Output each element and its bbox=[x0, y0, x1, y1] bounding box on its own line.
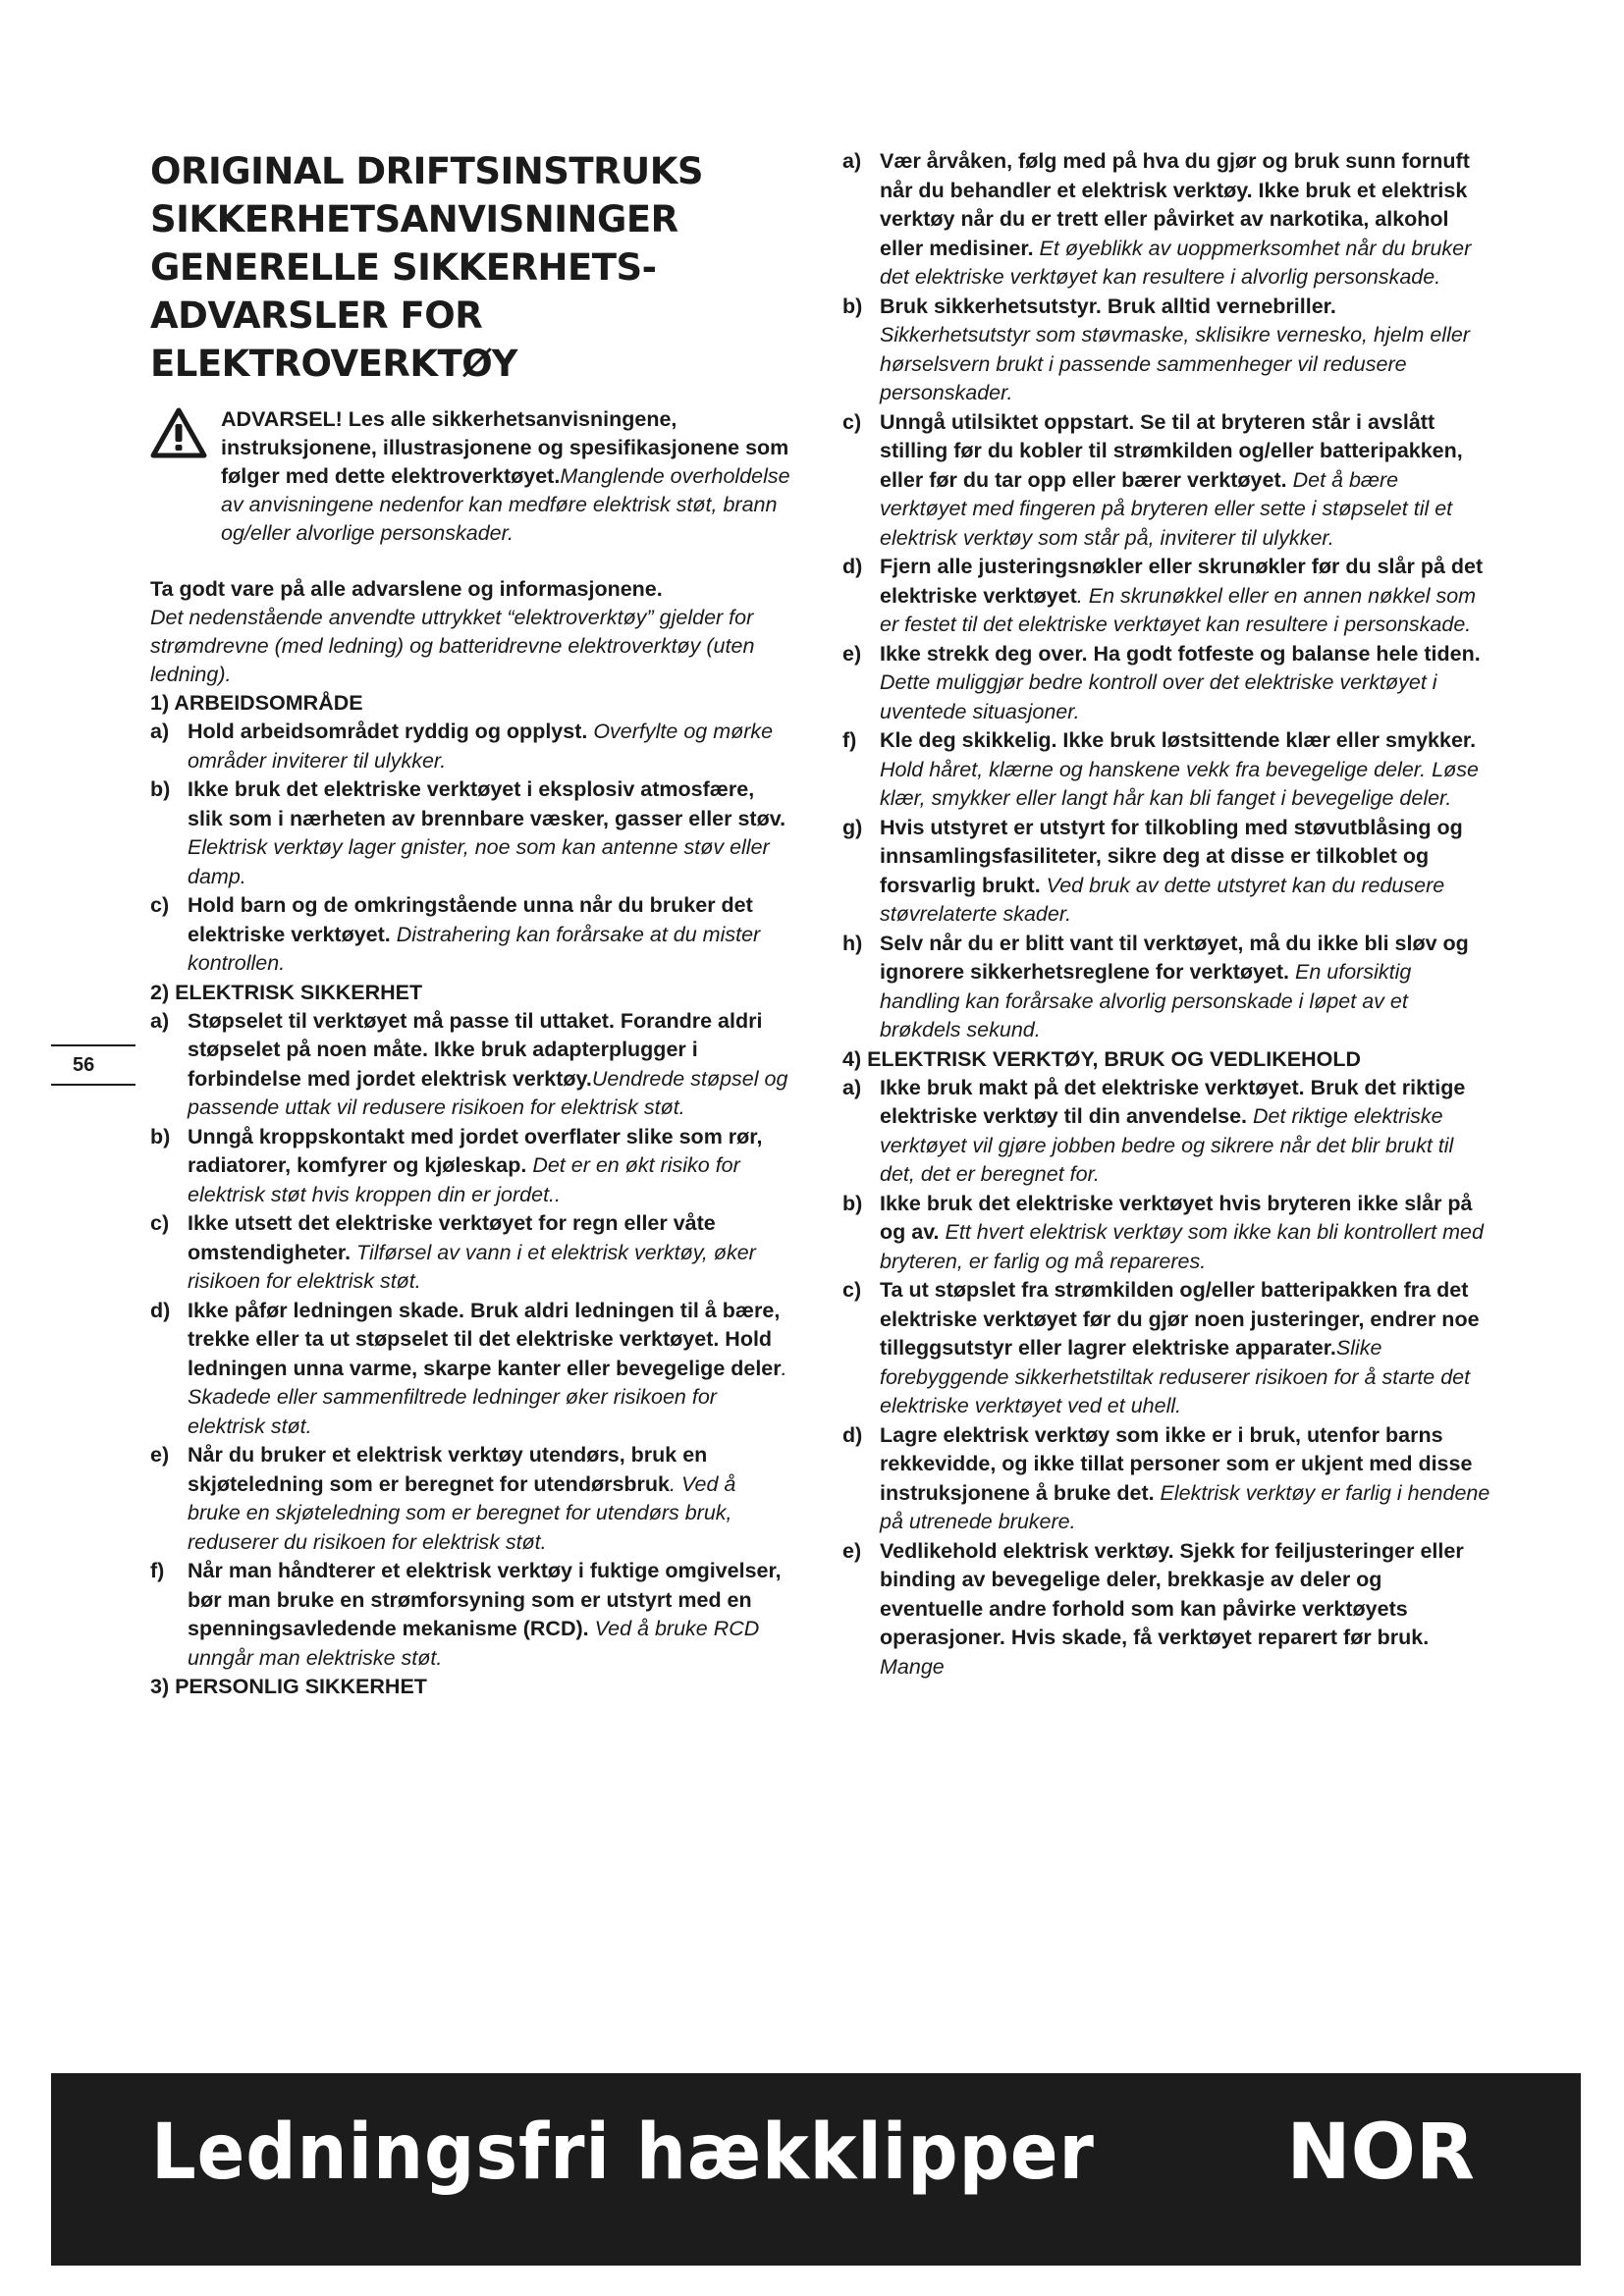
item-bold: Ikke bruk det elektriske verktøyet i eksplosiv atmosfære, slik som i nærheten av brennbare væsker, gasser eller støv. bbox=[188, 777, 786, 830]
item-italic: Overfylte og mørke områder inviterer til ulykker. bbox=[188, 720, 774, 773]
item-bold: Unngå kroppskontakt med jordet overflater slike som rør, radiatorer, komfyrer og kjøleskap. bbox=[188, 1124, 763, 1177]
list-item bbox=[842, 1421, 1490, 1537]
list-item bbox=[842, 408, 1490, 554]
warning-block bbox=[150, 405, 794, 548]
footer-language-code: NOR bbox=[1286, 2109, 1475, 2197]
item-letter: c) bbox=[150, 1211, 170, 1235]
item-bold: Når man håndterer et elektrisk verktøy i fuktige omgivelser, bør man bruke en strømforsyning som er utstyrt med en spenningsavledende mekanisme (RCD). bbox=[188, 1559, 782, 1640]
item-bold: Lagre elektrisk verktøy som ikke er i bruk, utenfor barns rekkevidde, og ikke tillat personer som er ukjent med disse instruksjonene å bruke det. bbox=[880, 1422, 1473, 1505]
item-italic: Ved bruk av dette utstyret kan du redusere støvrelaterte skader. bbox=[880, 873, 1445, 926]
item-letter: d) bbox=[842, 1422, 863, 1447]
item-italic: Distrahering kan forårsake at du mister kontrollen. bbox=[188, 922, 761, 975]
item-bold: Ikke påfør ledningen skade. Bruk aldri ledningen til å bære, trekke eller ta ut støpselet til det elektriske verktøyet. Hold ledningen unna varme, skarpe kanter eller bevegelige deler bbox=[188, 1298, 782, 1380]
item-letter: c) bbox=[842, 1278, 862, 1302]
right-column bbox=[842, 147, 1490, 1682]
item-italic: Sikkerhetsutstyr som støvmaske, sklisikre vernesko, hjelm eller hørselsvern brukt i passende sammenheger vil redusere personskader. bbox=[880, 323, 1470, 404]
list-item bbox=[842, 1190, 1490, 1277]
item-bold: Ta ut støpslet fra strømkilden og/eller batteripakken fra det elektriske verktøyet før du gjør noen justeringer, endrer noe tilleggsutstyr eller lagrer elektriske apparater. bbox=[880, 1278, 1480, 1360]
item-letter: e) bbox=[842, 641, 862, 666]
item-bold: Ikke bruk makt på det elektriske verktøyet. Bruk det riktige elektriske verktøy til din anvendelse. bbox=[880, 1075, 1466, 1128]
item-italic: Ved å bruke RCD unngår man elektriske støt. bbox=[188, 1617, 760, 1670]
section-heading-electrical-safety: 2) ELEKTRISK SIKKERHET bbox=[150, 980, 423, 1004]
item-italic: Ett hvert elektrisk verktøy som ikke kan bli kontrollert med bryteren, er farlig og må repareres. bbox=[880, 1220, 1484, 1273]
item-bold: Hvis utstyret er utstyrt for tilkobling med støvutblåsing og innsamlingsfasiliteter, sikre deg at disse er tilkoblet og forsvarlig brukt. bbox=[880, 815, 1463, 897]
item-letter: a) bbox=[842, 1075, 862, 1099]
page-title bbox=[150, 147, 794, 388]
item-bold: Bruk sikkerhetsutstyr. Bruk alltid vernebriller. bbox=[880, 294, 1336, 318]
item-italic: . En skrunøkkel eller en annen nøkkel som er festet til det elektriske verktøyet kan resultere i personskade. bbox=[880, 583, 1477, 636]
footer-product-title: Ledningsfri hækklipper bbox=[151, 2109, 1095, 2197]
item-letter: b) bbox=[842, 1191, 863, 1215]
item-letter: g) bbox=[842, 815, 863, 839]
list-item bbox=[150, 1297, 794, 1442]
item-bold: Kle deg skikkelig. Ikke bruk løstsittende klær eller smykker. bbox=[880, 728, 1477, 752]
list-item bbox=[842, 1537, 1490, 1682]
footer-banner bbox=[51, 2073, 1581, 2266]
list-item bbox=[842, 726, 1490, 814]
list-item bbox=[842, 1276, 1490, 1421]
item-italic: . Ved å bruke en skjøteledning som er beregnet for utendørs bruk, reduserer du risikoen for elektrisk støt. bbox=[188, 1471, 736, 1554]
item-italic: Elektrisk verktøy lager gnister, noe som kan antenne støv eller damp. bbox=[188, 835, 770, 888]
page-number-marker bbox=[51, 1044, 135, 1086]
list-item bbox=[842, 640, 1490, 727]
title-line: ADVARSLER FOR bbox=[150, 294, 483, 337]
item-bold: Selv når du er blitt vant til verktøyet, må du ikke bli sløv og ignorere sikkerhetsreglene for verktøyet. bbox=[880, 931, 1469, 984]
item-letter: c) bbox=[842, 409, 862, 434]
warning-bold: ADVARSEL! Les alle sikkerhetsanvisningene, instruksjonene, illustrasjonene og spesifikasjonene som følger med dette elektroverktøyet. bbox=[221, 407, 789, 488]
item-letter: f) bbox=[842, 728, 857, 752]
item-italic: Det å bære verktøyet med fingeren på bryteren eller sette i støpselet til et elektrisk verktøy som står på, inviterer til ulykker. bbox=[880, 467, 1453, 550]
list-item bbox=[842, 1074, 1490, 1190]
item-italic: Et øyeblikk av uoppmerksomhet når du bruker det elektriske verktøyet kan resultere i alvorlig personskade. bbox=[880, 236, 1472, 289]
item-italic: Elektrisk verktøy er farlig i hendene på utrenede brukere. bbox=[880, 1480, 1490, 1533]
item-bold: Unngå utilsiktet oppstart. Se til at bryteren står i avslått stilling før du kobler til strømkilden og/eller batteripakken, eller før du tar opp eller bærer verktøyet. bbox=[880, 409, 1463, 492]
item-bold: Hold arbeidsområdet ryddig og opplyst. bbox=[188, 720, 588, 743]
warning-italic: Manglende overholdelse av anvisningene nedenfor kan medføre elektrisk støt, brann og/eller alvorlige personskader. bbox=[221, 464, 790, 545]
list-item bbox=[842, 814, 1490, 930]
list-item bbox=[842, 930, 1490, 1045]
list-item bbox=[842, 147, 1490, 293]
item-italic: En uforsiktig handling kan forårsake alvorlig personskade i løpet av et brøkdels sekund. bbox=[880, 960, 1412, 1041]
list-item bbox=[842, 293, 1490, 408]
item-italic: Dette muliggjør bedre kontroll over det elektriske verktøyet i uventede situasjoner. bbox=[880, 670, 1437, 723]
item-bold: Vær årvåken, følg med på hva du gjør og bruk sunn fornuft når du behandler et elektrisk verktøy. Ikke bruk et elektrisk verktøy når du er trett eller påvirket av narkotika, alkohol eller medisiner. bbox=[880, 149, 1470, 260]
item-letter: e) bbox=[842, 1538, 862, 1563]
item-letter: d) bbox=[150, 1298, 171, 1322]
item-letter: d) bbox=[842, 555, 863, 578]
intro-italic: Det nedenstående anvendte uttrykket “elektroverktøy” gjelder for strømdrevne (med ledning) og batteridrevne elektroverktøy (uten ledning). bbox=[150, 606, 755, 686]
title-line: ORIGINAL DRIFTSINSTRUKS bbox=[150, 150, 704, 192]
item-letter: b) bbox=[842, 294, 863, 318]
intro-bold: Ta godt vare på alle advarslene og informasjonene. bbox=[150, 577, 663, 601]
item-letter: b) bbox=[150, 777, 171, 801]
title-line: SIKKERHETSANVISNINGER bbox=[150, 198, 678, 240]
section-heading-work-area: 1) ARBEIDSOMRÅDE bbox=[150, 691, 363, 715]
item-letter: f) bbox=[150, 1559, 165, 1582]
item-bold: Vedlikehold elektrisk verktøy. Sjekk for feiljusteringer eller binding av bevegelige deler, brekkasje av deler og eventuelle andre forhold som kan påvirke verktøyets operasjoner. Hvis skade, få verktøyet reparert før bruk. bbox=[880, 1538, 1464, 1649]
warning-triangle-icon bbox=[150, 407, 207, 458]
left-column bbox=[150, 147, 794, 1701]
list-item bbox=[150, 1209, 794, 1297]
list-item bbox=[150, 891, 794, 979]
item-letter: h) bbox=[842, 931, 863, 955]
item-letter: a) bbox=[842, 149, 862, 173]
item-italic: Det er en økt risiko for elektrisk støt hvis kroppen din er jordet.. bbox=[188, 1153, 740, 1206]
item-bold: Når du bruker et elektrisk verktøy utendørs, bruk en skjøteledning som er beregnet for utendørsbruk bbox=[188, 1443, 708, 1496]
item-bold: Ikke strekk deg over. Ha godt fotfeste og balanse hele tiden. bbox=[880, 641, 1481, 666]
item-italic: Mange bbox=[880, 1654, 945, 1679]
section-heading-personal-safety: 3) PERSONLIG SIKKERHET bbox=[150, 1675, 427, 1698]
list-item bbox=[150, 1557, 794, 1673]
item-letter: b) bbox=[150, 1124, 171, 1148]
list-item bbox=[150, 1441, 794, 1557]
item-letter: a) bbox=[150, 720, 170, 743]
item-letter: e) bbox=[150, 1443, 170, 1467]
item-letter: c) bbox=[150, 893, 170, 917]
title-line: ELEKTROVERKTØY bbox=[150, 343, 517, 385]
item-letter: a) bbox=[150, 1008, 170, 1033]
item-bold: Støpselet til verktøyet må passe til uttaket. Forandre aldri støpselet på noen måte. Ikke bruk adapterplugger i forbindelse med jordet elektrisk verktøy. bbox=[188, 1008, 763, 1091]
section-heading-tool-use: 4) ELEKTRISK VERKTØY, BRUK OG VEDLIKEHOLD bbox=[842, 1046, 1361, 1071]
item-italic: . Skadede eller sammenfiltrede ledninger øker risikoen for elektrisk støt. bbox=[188, 1356, 787, 1438]
title-line: GENERELLE SIKKERHETS- bbox=[150, 246, 657, 289]
list-item bbox=[842, 553, 1490, 640]
item-italic: Tilførsel av vann i et elektrisk verktøy, øker risikoen for elektrisk støt. bbox=[188, 1240, 756, 1293]
list-item bbox=[150, 1123, 794, 1210]
item-italic: Uendrede støpsel og passende uttak vil redusere risikoen for elektrisk støt. bbox=[188, 1066, 788, 1119]
list-item bbox=[150, 1007, 794, 1123]
page-number: 56 bbox=[73, 1054, 95, 1076]
intro-paragraph bbox=[150, 575, 794, 689]
item-bold: Ikke bruk det elektriske verktøyet hvis bryteren ikke slår på og av. bbox=[880, 1191, 1473, 1244]
item-italic: Slike forebyggende sikkerhetstiltak reduserer risikoen for å starte det elektriske verktøyet ved et uhell. bbox=[880, 1336, 1471, 1417]
item-bold: Ikke utsett det elektriske verktøyet for regn eller våte omstendigheter. bbox=[188, 1211, 716, 1264]
page-number-rule bbox=[51, 1084, 135, 1086]
item-bold: Hold barn og de omkringstående unna når du bruker det elektriske verktøyet. bbox=[188, 893, 753, 946]
item-italic: Hold håret, klærne og hanskene vekk fra bevegelige deler. Løse klær, smykker eller langt hår kan bli fanget i bevegelige deler. bbox=[880, 757, 1479, 810]
list-item bbox=[150, 775, 794, 891]
list-item bbox=[150, 718, 794, 775]
item-bold: Fjern alle justeringsnøkler eller skrunøkler før du slår på det elektriske verktøyet bbox=[880, 555, 1484, 608]
item-italic: Det riktige elektriske verktøyet vil gjøre jobben bedre og sikrere når det blir brukt til det, det er beregnet for. bbox=[880, 1104, 1454, 1186]
